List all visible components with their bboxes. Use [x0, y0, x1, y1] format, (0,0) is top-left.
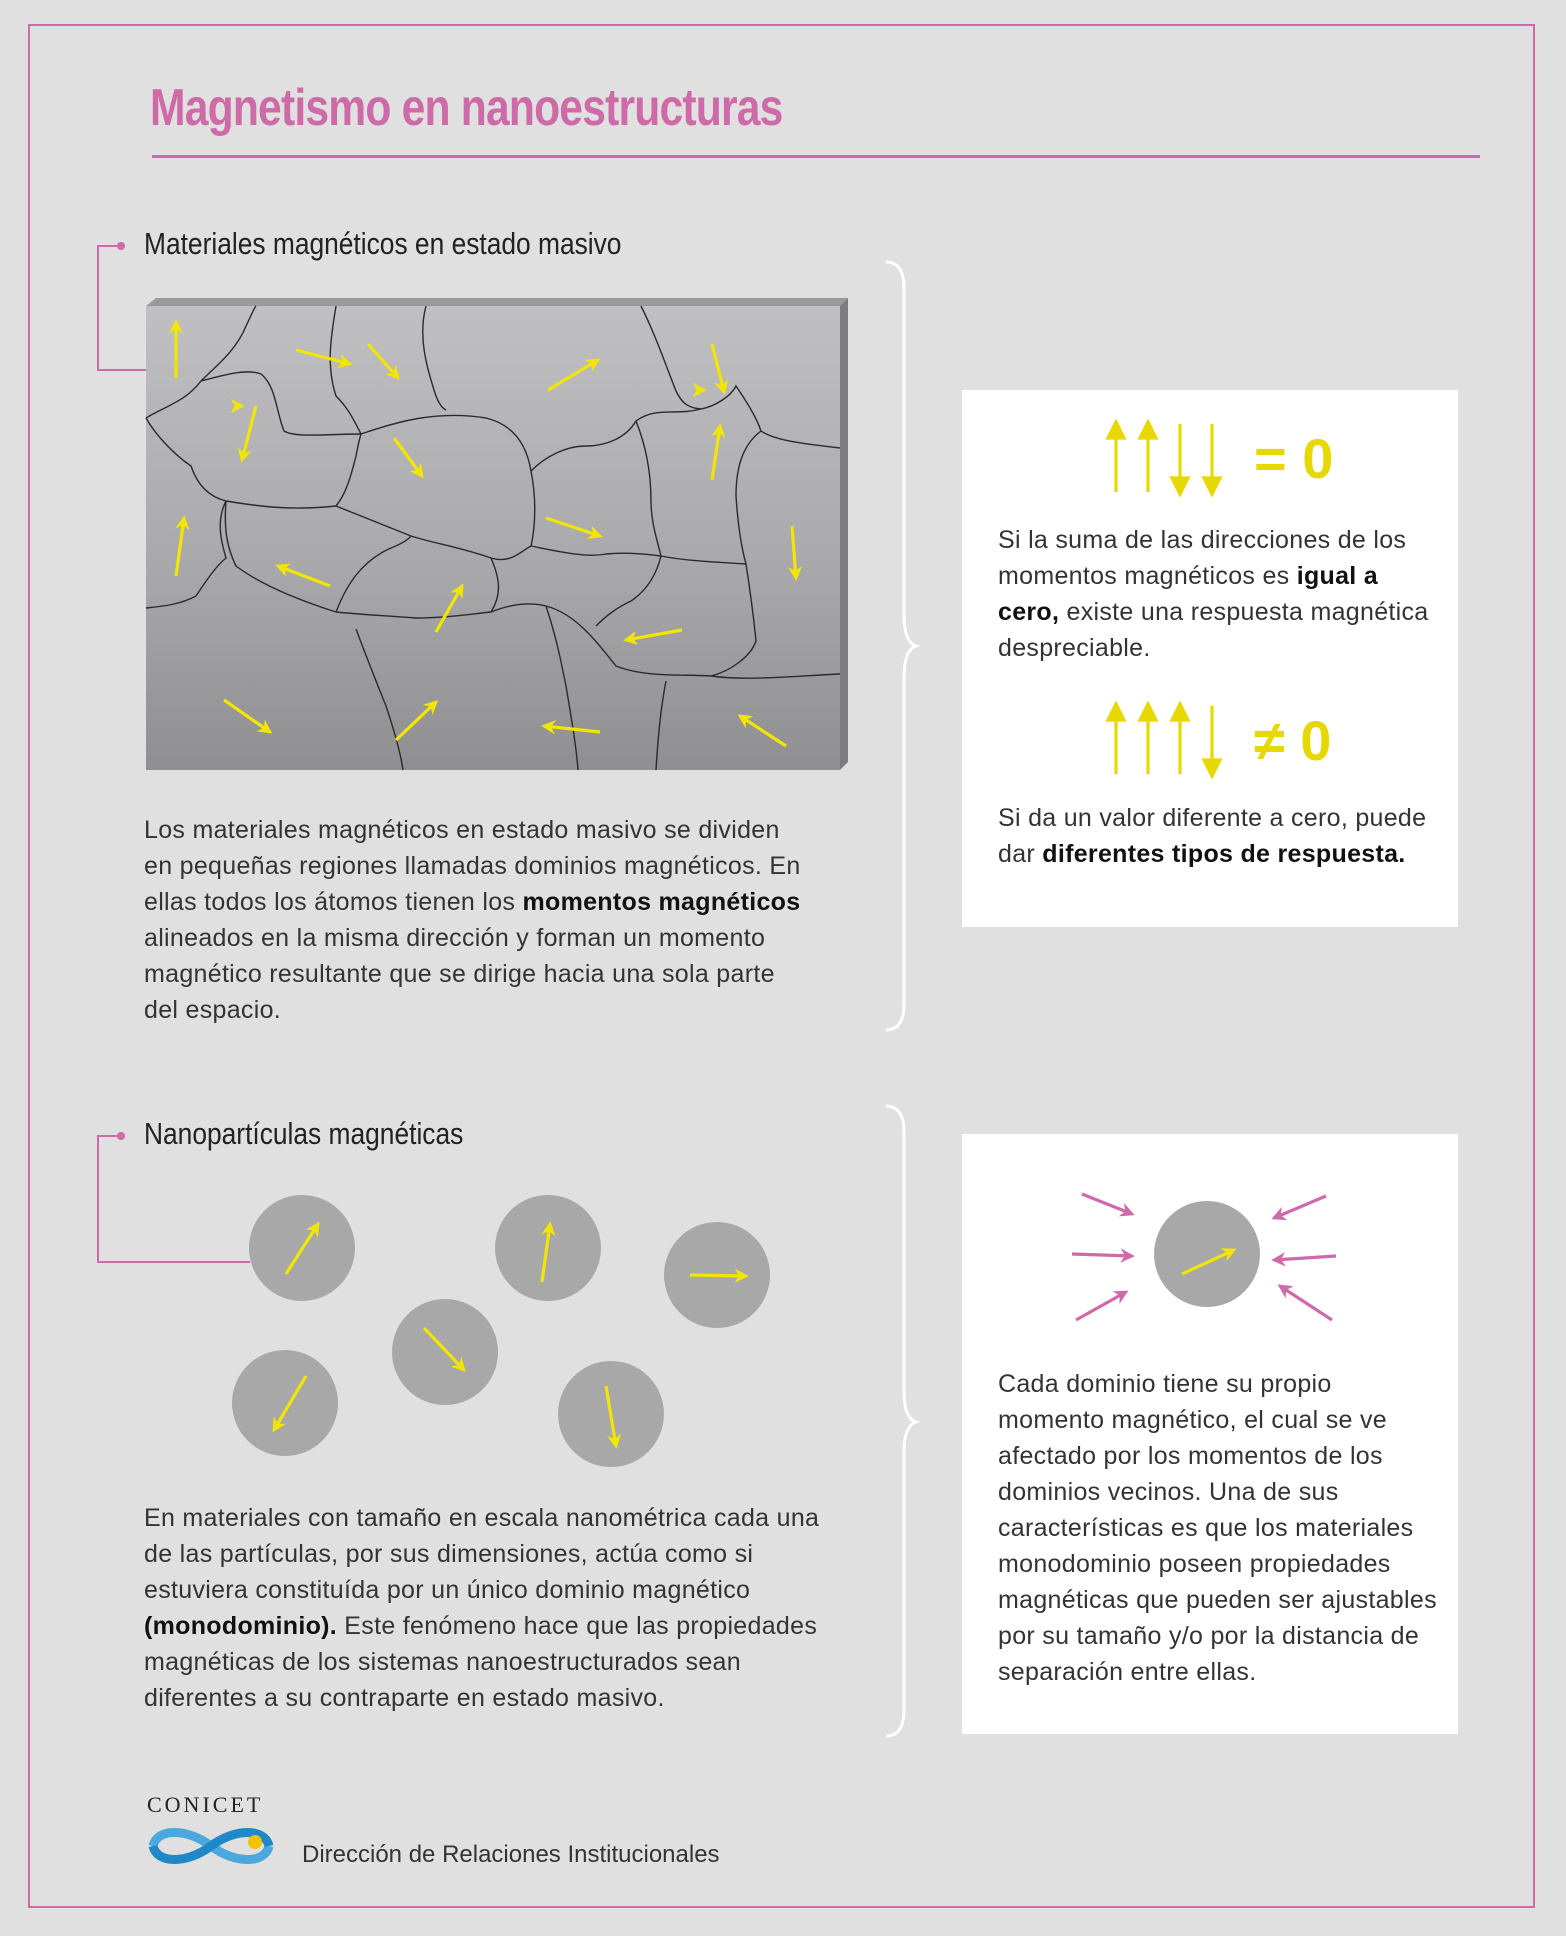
block-side-edge [840, 298, 848, 770]
conicet-logo [147, 1822, 275, 1870]
interacting-domain-illustration [1062, 1174, 1352, 1334]
page-title: Magnetismo en nanoestructuras [150, 79, 783, 137]
section2-card [962, 1134, 1458, 1734]
section1-paragraph-bold: momentos magnéticos [522, 888, 801, 916]
central-domain [1154, 1201, 1260, 1307]
nonzero-sum-text-part1: Si da un valor diferente a cero, puede dar [998, 804, 1427, 868]
nonzero-sum-arrows [1102, 704, 1252, 776]
section2-paragraph-bold: (monodominio). [144, 1612, 338, 1640]
nonzero-sum-text-bold: diferentes tipos de respuesta. [1042, 840, 1406, 868]
section1-paragraph-text-end: alineados en la misma dirección y forman un momento magnético resultante que se dirige hacia una sola parte del espacio. [144, 924, 775, 1024]
zero-sum-text [998, 522, 1438, 666]
zero-sum-text-part1: Si la suma de las direcciones de los momentos magnéticos es [998, 526, 1407, 590]
section2-brace [880, 1102, 920, 1740]
nanoparticles-illustration [220, 1190, 800, 1480]
nanoparticle [232, 1350, 338, 1456]
zero-sum-text-bold: igual a cero, [998, 562, 1378, 626]
section1-card [962, 390, 1458, 927]
zero-equation: = 0 [1254, 427, 1334, 490]
section1-brace [880, 258, 920, 1034]
section2-paragraph [144, 1500, 844, 1716]
section1-heading: Materiales magnéticos en estado masivo [144, 226, 622, 261]
section2-paragraph-text: En materiales con tamaño en escala nanométrica cada una de las partículas, por sus dimensiones, actúa como si estuviera constituída por un único dominio magnético [144, 1504, 820, 1604]
nonzero-sum-text [998, 800, 1438, 872]
zero-sum-arrows [1102, 422, 1252, 494]
department-name: Dirección de Relaciones Institucionales [302, 1841, 720, 1868]
nanoparticles [232, 1195, 770, 1467]
bulk-material-illustration [146, 296, 856, 770]
section2-card-text: Cada dominio tiene su propio momento magnético, el cual se ve afectado por los momentos de los dominios vecinos. Una de sus características es que los materiales monodominio poseen propiedades magnéticas que pueden ser ajustables por su tamaño y/o por la distancia de separación entre ellas. [998, 1370, 1437, 1686]
org-name: CONICET [147, 1792, 264, 1817]
section1-paragraph [144, 812, 814, 1028]
section2-heading: Nanopartículas magnéticas [144, 1116, 464, 1151]
block-face [146, 306, 840, 770]
nonzero-equation: ≠ 0 [1254, 709, 1332, 772]
block-top-edge [146, 298, 848, 306]
section2-paragraph-text-end: Este fenómeno hace que las propiedades magnéticas de los sistemas nanoestructurados sean diferentes a su contraparte en estado masivo. [144, 1612, 818, 1712]
title-rule [152, 155, 1480, 158]
zero-sum-text-part2: existe una respuesta magnética despreciable. [998, 598, 1429, 662]
section1-paragraph-text: Los materiales magnéticos en estado masivo se dividen en pequeñas regiones llamadas dominios magnéticos. En ellas todos los átomos tienen los [144, 816, 801, 916]
